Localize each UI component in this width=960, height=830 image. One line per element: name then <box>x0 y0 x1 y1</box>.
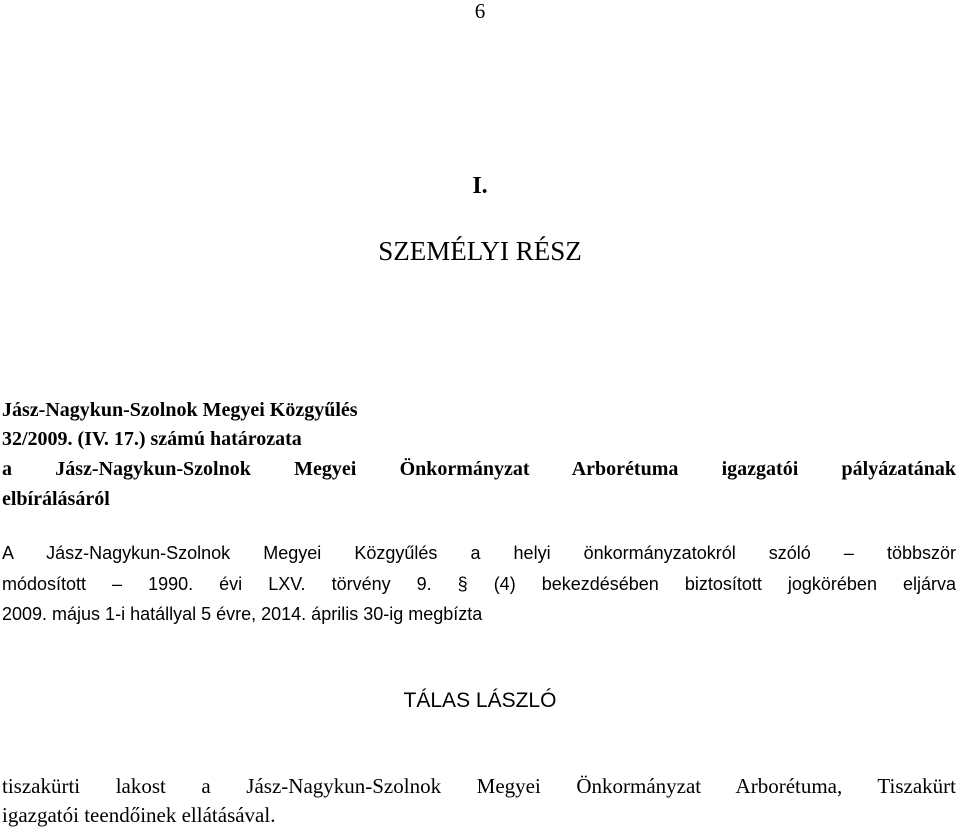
section-title: SZEMÉLYI RÉSZ <box>378 236 582 266</box>
closing-line-2: igazgatói teendőinek ellátásával. <box>2 803 276 827</box>
resolution-number: 32/2009. (IV. 17.) számú határozata <box>2 428 302 450</box>
resolution-subject-line-1: a Jász-Nagykun-Szolnok Megyei Önkormányzat Arborétuma igazgatói pályázatának <box>2 458 956 480</box>
closing-line-1: tiszakürti lakost a Jász-Nagykun-Szolnok Megyei Önkormányzat Arborétuma, Tiszakürt <box>2 774 956 798</box>
page-number: 6 <box>474 0 486 23</box>
appointee-name: TÁLAS LÁSZLÓ <box>403 689 557 712</box>
resolution-body-line-2: módosított – 1990. évi LXV. törvény 9. § (4) bekezdésében biztosított jogkörében eljárva <box>2 574 956 594</box>
resolution-body-line-1: A Jász-Nagykun-Szolnok Megyei Közgyűlés a helyi önkormányzatokról szóló – többször <box>2 543 956 563</box>
resolution-issuer: Jász-Nagykun-Szolnok Megyei Közgyűlés <box>2 399 358 421</box>
section-number: I. <box>472 173 488 199</box>
resolution-body-line-3: 2009. május 1-i hatállyal 5 évre, 2014. április 30-ig megbízta <box>2 604 483 624</box>
resolution-subject-line-2: elbírálásáról <box>2 488 110 510</box>
